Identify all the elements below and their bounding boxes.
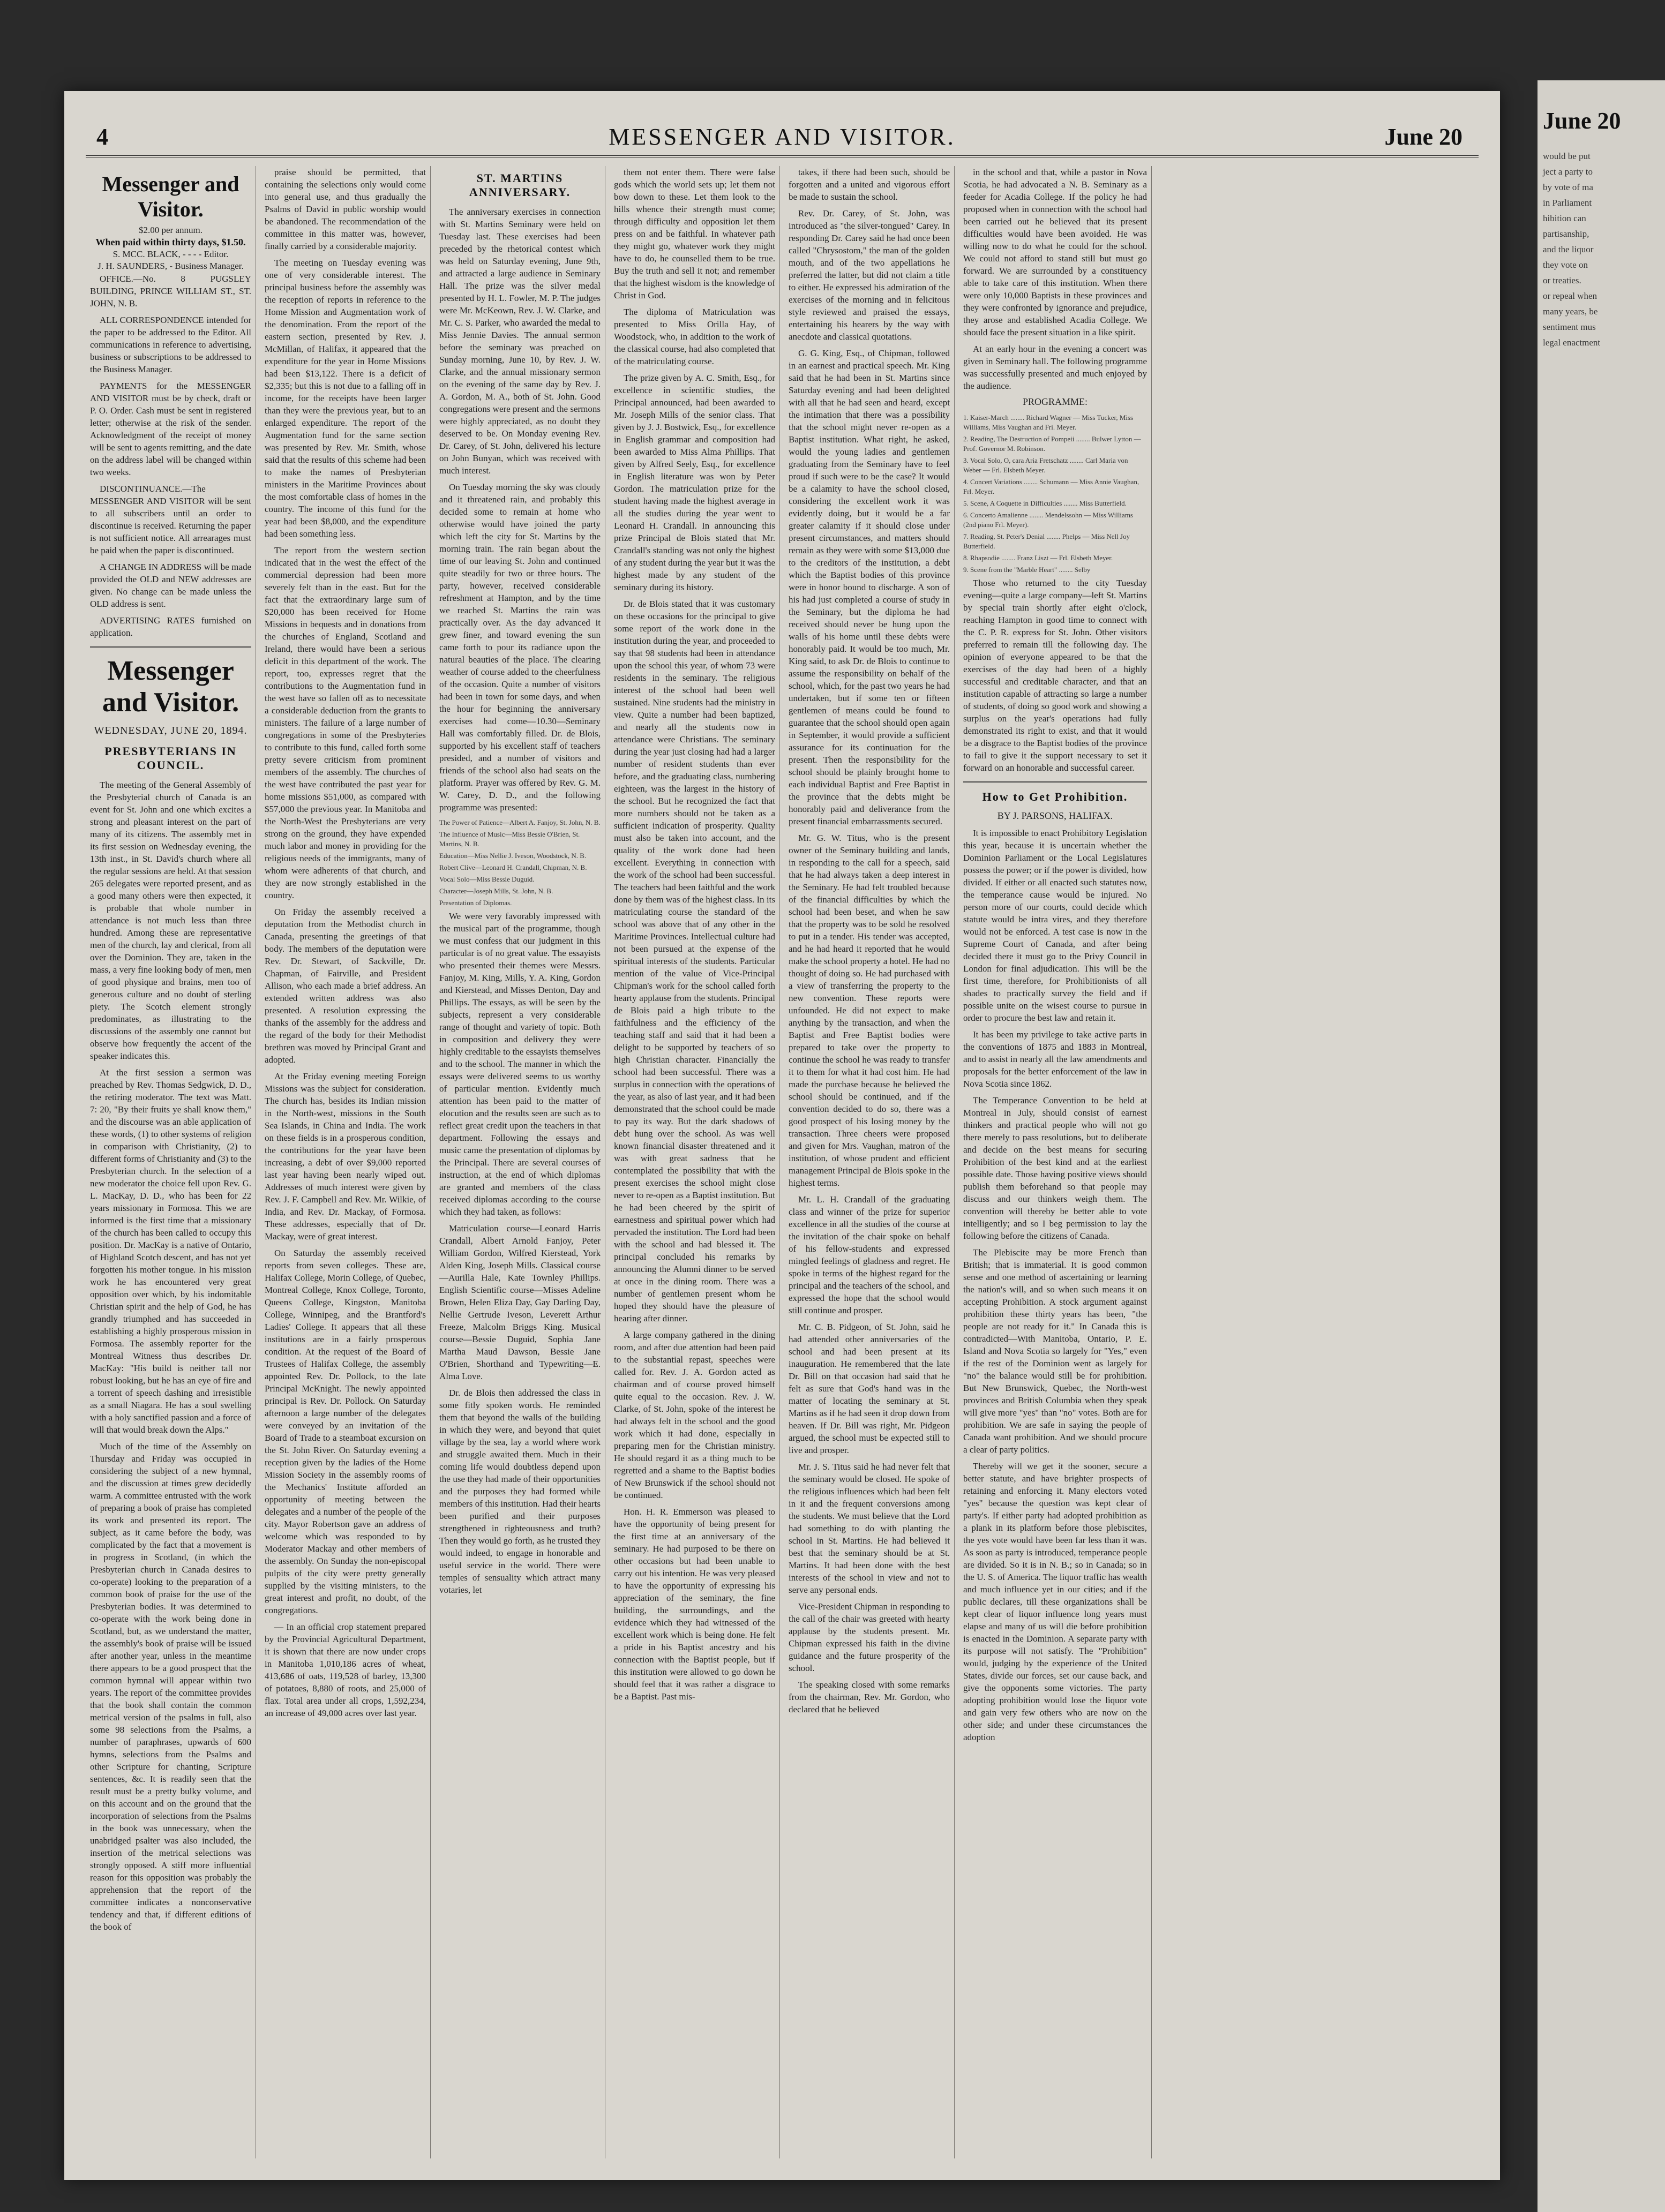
article-paragraph: A large company gathered in the dining room, and after due attention had been paid to the substantial repast, speeches were called for. Rev. J. A. Gordon acted as chairman and of course proved himself quite equal to the occasion. Rev. J. W. Clarke, of St. John, spoke of the interest he had always felt in the school and the good work which it had done, especially in preparing men for the Christian ministry. He should regard it as a thing much to be regretted and a shame to the Baptist bodies of New Brunswick if the school should not be continued. — [614, 1330, 775, 1500]
article-paragraph: The Plebiscite may be more French than British; that is immaterial. It is good common sense and one method of ascertaining or learning the nation's will, and so when such means it on accepting Prohibition. A stock argument against prohibition these thirty years has been, "the people are not ready for it." In Canada this is contradicted—With Manitoba, Ontario, P. E. Island and Nova Scotia so largely for "Yes," even if the rest of the Dominion went as largely for "no" the balance would still be for prohibition. But New Brunswick, Quebec, the North-west provinces and British Columbia when they speak will give more "yes" than "no" votes. Both are for prohibition. We are safe in saying the people of Canada want prohibition. And we should procure a clear of party politics. — [963, 1247, 1147, 1455]
article-paragraph: G. G. King, Esq., of Chipman, followed in an earnest and practical speech. Mr. King said that he had been in St. Martins since Saturday evening and had been delighted with all that he had seen and heard, except the intimation that there was a possibility that the school might never re-open as a Baptist institution. What right, he asked, would the young ladies and gentlemen graduating from the Seminary have to feel proud if such were to be the case? It would be a calamity to have the school closed, considering the excellent work it was evidently doing, but it would be a far greater calamity if it should close under present circumstances, and matters should remain as they were with some $13,000 due to the creditors of the institution, a debt which the Baptist bodies of this province were in honor bound to discharge. A son of his had just completed a course of study in the Seminary, but the diploma he had received should never be hung upon the walls of his home until these debts were honorably paid. It would be too much, Mr. King said, to ask Dr. de Blois to continue to assume the responsibility on behalf of the school, which, for the past two years he had undertaken, but if some ten or fifteen gentlemen of means could be found to guarantee that the school should open again in September, it would provide a sufficient assurance for its continuation for the present. Then the responsibility for the school should be plainly brought home to each individual Baptist and Free Baptist in the province that the debts might be honorably paid and deliverance from the present financial embarrassments secured. — [789, 348, 950, 826]
text-line: by vote of ma — [1543, 182, 1593, 192]
programme-item: 1. Kaiser-March ........ Richard Wagner — Miss Tucker, Miss Williams, Miss Vaughan and Fri. Meyer. — [963, 413, 1134, 431]
article-paragraph: The meeting of the General Assembly of the Presbyterial church of Canada is an event for St. John and one which excites a strong and pleasant interest on the part of many of its citizens. The assembly met in its first session on Wednesday evening, the 13th inst., in St. David's church where all the regular sessions are held. At that session 265 delegates were reported present, and as a good many others were then expected, it is probable that whole number in attendance is not much less than three hundred. Among these are representative men of the church, lay and clerical, from all over the Dominion. They are, taken in the mass, a very fine looking body of men, men of good physique and brains, men too of generous culture and no doubt of sterling piety. The Scotch element strongly predominates, as illustrating to the discussions of the assembly one cannot but observe how frequently the accent of the speaker indicates this. — [90, 780, 251, 1061]
article-paragraph: On Friday the assembly received a deputation from the Methodist church in Canada, presenting the greetings of that body. The members of the deputation were Rev. Dr. Stewart, of Sackville, Dr. Chapman, of Fairville, and President Allison, who each made a brief address. An extended written address was also presented. A resolution expressing the thanks of the assembly for the address and the regard of the body for their Methodist brethren was moved by Principal Grant and adopted. — [265, 907, 426, 1065]
editor-line: S. MCC. BLACK, - - - - Editor. — [112, 249, 229, 259]
programme-item: The Power of Patience—Albert A. Fanjoy, St. John, N. B. — [439, 818, 601, 826]
article-paragraph: Dr. de Blois then addressed the class in some fitly spoken words. He reminded them that beyond the walls of the building in which they were, and beyond that quiet village by the sea, lay a world where work and struggle awaited them. Much in their coming life would doubtless depend upon the use they had made of their opportunities and the purposes they had formed while members of this institution. Had their hearts been purified and their purposes strengthened in righteousness and truth? Then they would go forth, as he trusted they would indeed, to engage in honorable and useful service in the world. There were temples of sensuality which attract many votaries, let — [439, 1388, 601, 1595]
article-paragraph: Vice-President Chipman in responding to the call of the chair was greeted with hearty applause by the students present. Mr. Chipman expressed his faith in the divine guidance and the future prosperity of the school. — [789, 1601, 950, 1673]
article-paragraph: Thereby will we get it the sooner, secure a better statute, and have brighter prospects of retaining and enforcing it. Many electors voted "yes" because the question was kept clear of party's. If either party had adopted prohibition as a plank in its platform before those plebiscites, the yes vote would have been far less than it was. As soon as party is introduced, temperance people are divided. So it is in N. B.; so in Canada; so in the U. S. of America. The liquor traffic has wealth and much influence yet in our cities; and if the public declares, till these organizations shall be kept clear of liquor influence long years must elapse and many of us will die before prohibition is enacted in the Dominion. A separate party with its purpose will not satisfy. The "Prohibition" would, judging by the experience of the United States, divide our forces, set our cause back, and give the opponents some victories. The party adopting prohibition would lose the liquor vote and gain very few others who are now on the other side; and under these circumstances the adoption — [963, 1461, 1147, 1742]
text-line: or treaties. — [1543, 275, 1581, 285]
office-address: OFFICE.—No. 8 PUGSLEY BUILDING, PRINCE WILLIAM ST., ST. JOHN, N. B. — [90, 274, 251, 309]
columns — [86, 166, 1479, 2158]
subscription-note: When paid within thirty days, $1.50. — [95, 237, 246, 247]
notice: A CHANGE IN ADDRESS will be made provided the OLD and NEW addresses are given. No change can be made unless the OLD address is sent. — [90, 562, 251, 609]
programme-item: 6. Concerto Amalienne ........ Mendelssohn — Miss Williams (2nd piano Frl. Meyer). — [963, 511, 1133, 529]
adjacent-page-date: June 20 — [1543, 108, 1621, 134]
notice: DISCONTINUANCE.—The MESSENGER AND VISITOR will be sent to all subscribers until an order to discontinue is received. Returning the paper is not sufficient notice. All arrearages must be paid when the paper is discontinued. — [90, 484, 251, 555]
text-line: or repeal when — [1543, 291, 1598, 301]
column-1 — [86, 166, 256, 2158]
programme-item: 4. Concert Variations ........ Schumann — Miss Annie Vaughan, Frl. Meyer. — [963, 478, 1139, 495]
programme-item: The Influence of Music—Miss Bessie O'Brien, St. Martins, N. B. — [439, 830, 580, 848]
article-paragraph: The diploma of Matriculation was presented to Miss Orilla Hay, of Woodstock, who, in addition to the work of the classical course, had also completed that of the matriculating course. — [614, 307, 775, 366]
text-line: hibition can — [1543, 213, 1586, 223]
article-paragraph: The Temperance Convention to be held at Montreal in July, should consist of earnest thinkers and practical people who will not go there merely to pass resolutions, but to deliberate and decide on the best means for securing Prohibition of the best kind and at the earliest possible date. Those having positive views should publish them beforehand so that people may discuss and our thinkers weigh them. The convention will thereby be better able to vote intelligently; and so I beg permission to lay the following before the citizens of Canada. — [963, 1095, 1147, 1241]
text-line: ject a party to — [1543, 167, 1593, 177]
article-paragraph: takes, if there had been such, should be forgotten and a united and vigorous effort be made to sustain the school. — [789, 167, 950, 202]
programme-item: Vocal Solo—Miss Bessie Duguid. — [439, 875, 535, 883]
divider — [90, 646, 251, 648]
text-line: they vote on — [1543, 260, 1588, 270]
masthead-date: June 20 — [1384, 124, 1462, 150]
newspaper-page — [64, 91, 1500, 2180]
programme-item: Presentation of Diplomas. — [439, 899, 512, 907]
programme-heading: PROGRAMME: — [1022, 396, 1088, 407]
manager-line: J. H. SAUNDERS, - Business Manager. — [98, 261, 244, 271]
subscription-price: $2.00 per annum. — [139, 225, 202, 235]
text-line: partisanship, — [1543, 229, 1589, 239]
text-line: legal enactment — [1543, 337, 1601, 348]
column-3 — [435, 166, 605, 2158]
programme-item: Robert Clive—Leonard H. Crandall, Chipman, N. B. — [439, 863, 587, 871]
article-paragraph: Mr. L. H. Crandall of the graduating class and winner of the prize for superior excellence in all the studies of the course at the invitation of the chair spoke on behalf of his fellow-students and expressed mingled feelings of gladness and regret. He spoke in terms of the highest regard for the principal and the teachers of the school, and expressed the hope that the school would still continue and prosper. — [789, 1194, 950, 1315]
article-paragraph: Mr. J. S. Titus said he had never felt that the seminary would be closed. He spoke of the religious influences which had been felt in it and the frequent conversions among the students. We must believe that the Lord had something to do with planting the school in St. Martins. He had believed it best that the seminary should be at St. Martins. It had been done with the best interests of the school in view and not to serve any personal ends. — [789, 1462, 950, 1595]
article-paragraph: We were very favorably impressed with the musical part of the programme, though we must confess that our judgment in this particular is of no great value. The essayists who presented their themes were Messrs. Fanjoy, M. King, Mills, Y. A. King, Gordon and Kierstead, and Misses Denton, Day and Phillips. The essays, as will be seen by the subjects, represent a very considerable range of thought and variety of topic. Both in composition and delivery they were highly creditable to the essayists themselves and to the school. The manner in which the essays were delivered seems to us worthy of particular mention. Evidently much attention has been paid to the matter of elocution and the results seen are such as to reflect great credit upon the teachers in that department. Following the essays and music came the presentation of diplomas by the Principal. There are several courses of instruction, at the end of which diplomas are granted and members of the class received diplomas according to the course which they had taken, as follows: — [439, 911, 601, 1217]
programme-item: 2. Reading, The Destruction of Pompeii ........ Bulwer Lytton — Prof. Governor M. Robinson. — [963, 435, 1141, 453]
article-paragraph: in the school and that, while a pastor in Nova Scotia, he had advocated a N. B. Seminary as a feeder for Acadia College. If the policy he had proposed when in connection with the school had been carried out he believed that its present difficulties would have been avoided. He was willing now to do what he could for the school. We could not afford to stand still but must go forward. We are surrounded by a constituency able to take care of this institution. When there were only 10,000 Baptists in these provinces and they were confronted by ignorance and prejudice, they arose and established Acadia College. We should face the present situation in a like spirit. — [963, 167, 1147, 337]
article-paragraph: Dr. de Blois stated that it was customary on these occasions for the principal to give some report of the work done in the institution during the year, and proceeded to say that 98 students had been in attendance upon the school this year, of whom 73 were residents in the seminary. The religious interest of the school had been well sustained. Nine students had the ministry in view. Quite a number had been baptized, and nearly all the students now in attendance were Christians. The seminary during the year just closing had had a larger number of resident students than ever before, and the graduating class, numbering eighteen, was the largest in the history of the school. But he recognized the fact that more numbers should not be taken as a sufficient indication of prosperity. Quality must also be taken into account, and the quality of the work done had been excellent. Everything in connection with the work of the school had been successful. The teachers had been faithful and the work done by them was of the highest class. In its matriculating course the standard of the school was above that of any other in the Maritime Provinces. Intellectual culture had not been pursued at the expense of the spiritual interests of the students. Particular mention of the value of Vice-Principal Chipman's work for the school called forth hearty applause from the students. Principal de Blois paid a high tribute to the faithfulness and the efficiency of the teaching staff and said that it had been a delight to be supported by teachers of so high Christian character. Financially the school had been successful. There was a surplus in connection with the operations of the year, as also of last year, and it had been demonstrated that the school could be made to pay its way. But the dark shadows of debt hung over the school. As was well known financial disaster threatened and it was with great sadness that he contemplated the possibility that with the present exercises the school might close never to re-open as a Baptist institution. But he had been cheered by the spirit of earnestness and spiritual power which had pervaded the institution. The Lord had been with the school and had blessed it. The principal concluded his remarks by announcing the Alumni dinner to be served at once in the dining room. There was a number of gentlemen present whom he hoped they should have the pleasure of hearing after dinner. — [614, 599, 775, 1323]
article-paragraph: Rev. Dr. Carey, of St. John, was introduced as "the silver-tongued" Carey. In responding Dr. Carey said he had once been called "Chrysostom," the man of the golden mouth, and of the two appellations he preferred the latter, but did not claim a title to either. He expressed his admiration of the exercises of the morning and in felicitous style reviewed and praised the essays, entertaining his hearers by the way with anecdote and classical quotations. — [789, 208, 950, 342]
article-paragraph: Those who returned to the city Tuesday evening—quite a large company—left St. Martins by special train shortly after eight o'clock, reaching Hampton in good time to connect with the C. P. R. express for St. John. Other visitors preferred to remain till the following day. The opinion of everyone appeared to be that the exercises of the day had been of a highly successful and creditable character, and that an institution capable of attracting so large a number of students, of doing so good work and showing a surplus on the year's operations had fully demonstrated its right to exist, and that it would be a disgrace to the Baptist bodies of the province to fail to give it the support necessary to set it forward on an honorable and successful career. — [963, 578, 1147, 773]
article-paragraph: The anniversary exercises in connection with St. Martins Seminary were held on Tuesday last. These exercises had been preceded by the rhetorical contest which was held on Saturday evening, June 9th, and attracted a large audience in Seminary Hall. The prize was the silver medal presented by H. L. Fowler, M. P. The judges were Mr. McKeown, Rev. J. W. Clarke, and Mr. C. S. Parker, who awarded the medal to Miss Jennie Davies. The annual sermon before the seminary was preached on Sunday morning, June 10, by Rev. J. W. Clarke, and the annual missionary sermon on the evening of the same day by Rev. J. A. Gordon, M. A., both of St. John. Good congregations were present and the sermons were highly appreciated, as no doubt they deserved to be. On Monday evening Rev. Dr. Carey, of St. John, delivered his lecture on John Bunyan, which was received with much interest. — [439, 207, 601, 476]
adjacent-page — [1538, 80, 1665, 2212]
programme-item: Education—Miss Nellie J. Iveson, Woodstock, N. B. — [439, 852, 587, 860]
masthead — [86, 123, 1479, 157]
text-line: in Parliament — [1543, 198, 1592, 208]
programme-item: 3. Vocal Solo, O, cara Aria Fretschatz ........ Carl Maria von Weber — Frl. Elsbeth Meyer. — [963, 456, 1128, 474]
article-heading: PRESBYTERIANS IN COUNCIL. — [104, 744, 237, 772]
column-5 — [784, 166, 955, 2158]
article-heading: ST. MARTINS ANNIVERSARY. — [469, 171, 571, 199]
article-paragraph: The prize given by A. C. Smith, Esq., for excellence in scientific studies, the Principal announced, had been awarded to Mr. Joseph Mills of the senior class. That given by J. J. Bostwick, Esq., for excellence in English grammar and composition had been awarded to Miss Alma Phillips. That given by Alfred Seely, Esq., for excellence in English literature was won by Peter Gordon. The matriculation prize for the student having made the highest average in all the studies during the year went to Leonard H. Crandall. In announcing this prize Principal de Blois stated that Mr. Crandall's standing was not only the highest of any student during the year but it was the highest made by any student of the seminary during its history. — [614, 373, 775, 592]
article-paragraph: praise should be permitted, that containing the selections only would come into general use, and thus gradually the Psalms of David in public worship would be abandoned. The recommendation of the committee in this matter was, however, finally carried by a considerable majority. — [265, 167, 426, 251]
article-paragraph: Much of the time of the Assembly on Thursday and Friday was occupied in considering the subject of a new hymnal, and the discussion at times grew decidedly warm. A committee entrusted with the work of preparing a book of praise has completed its work and presented its report. The subject, as it came before the body, was complicated by the fact that a movement is in progress in Scotland, (in which the Presbyterian church in Canada desires to co-operate) looking to the preparation of a common book of praise for the use of the Presbyterian bodies. It was determined to co-operate with the work being done in Scotland, but, as we understand the matter, the assembly's book of praise will be issued after another year, unless in the meantime there appears to be a good prospect that the common hymnal will appear within two years. The report of the committee provides that the book shall contain the common metrical version of the psalms in full, also some 98 selections from the Psalms, a number of paraphrases, upwards of 600 hymns, selections from the Psalms and other Scripture for chanting, Scripture sentences, &c. It is readily seen that the result must be a pretty bulky volume, and on this account and on the ground that the incorporation of selections from the Psalms in the book was unnecessary, when the unabridged psalter was also included, the insertion of the metrical selections was strongly opposed. A stiff more influential reason for this opposition was probably the apprehension that the report of the committee indicates a nonconservative tendency and that, if different editions of the book of — [90, 1441, 251, 1932]
adjacent-page-text — [1543, 150, 1661, 352]
diploma-list: Matriculation course—Leonard Harris Crandall, Albert Arnold Fanjoy, Peter William Gordon, Wilfred Kierstead, York Alden King, Joseph Mills. Classical course—Aurilla Hale, Kate Townley Phillips. English Scientific course—Misses Adeline Brown, Helen Eliza Day, Gay Darling Day, Nellie Gertrude Iveson, Leverett Arthur Freeze, Malcolm Briggs King. Musical course—Bessie Duguid, Sophia Jane Martha Maud Dawson, Bessie Jane O'Brien, Shorthand and Typewriting—E. Alma Love. — [439, 1223, 601, 1381]
text-line: many years, be — [1543, 306, 1598, 317]
article-paragraph: them not enter them. There were false gods which the world sets up; let them not bow down to these. Let them look to the hills whence their strength must come; through difficulty and opposition let them press on and be faithful. In whatever path they might go, whatever work they might have to do, he counselled them to be true. Buy the truth and sell it not; and remember that the highest wisdom is the knowledge of Christ in God. — [614, 167, 775, 300]
article-paragraph: On Saturday the assembly received reports from seven colleges. These are, Halifax College, Morin College, of Quebec, Montreal College, Knox College, Toronto, Queens College, Kingston, Manitoba College, Winnipeg, and the Brantford's Ladies' College. It appears that all these institutions are in a fairly prosperous condition. At the request of the Board of Trustees of Halifax College, the assembly appointed Rev. Dr. Pollock, to the late Principal McKnight. The newly appointed principal is Rev. Dr. Pollock. On Saturday afternoon a large number of the delegates were conveyed by an invitation of the Board of Trade to a steamboat excursion on the St. John River. On Saturday evening a reception given by the ladies of the Home Mission Society in the assembly rooms of the Mechanics' Institute afforded an opportunity of meeting between the delegates and a number of the people of the city. Mayor Robertson gave an address of welcome which was responded to by Moderator Mackay and other members of the assembly. On Sunday the non-episcopal pulpits of the city were pretty generally supplied by the visiting ministers, to the great interest and profit, no doubt, of the congregations. — [265, 1248, 426, 1615]
text-line: and the liquor — [1543, 244, 1594, 254]
notice: ADVERTISING RATES furnished on application. — [90, 615, 251, 638]
article-byline: BY J. PARSONS, HALIFAX. — [997, 810, 1113, 821]
article-heading: How to Get Prohibition. — [982, 790, 1128, 803]
article-paragraph: Mr. G. W. Titus, who is the present owner of the Seminary building and lands, in responding to the call for a speech, said that he had always taken a deep interest in the Seminary. He had felt troubled because of the financial difficulties by which the school had been beset, and when he saw that the property was to be sold he resolved to put in a tender. His tender was accepted, and he had heard it reported that he would make the school property a hotel. He had no thought of doing so. He had purchased with a view of transferring the property to the new convention. These reports were unfounded. He did not expect to make anything by the transaction, and when the Baptist and Free Baptist bodies were prepared to take over the property to continue the school he was ready to transfer it to them for what it had cost him. He had made the purchase because he believed the school should be continued, and if the convention decided to do so, there was a good prospect of his losing money by the transaction. Three cheers were proposed and given for Mrs. Vaughan, matron of the institution, of whose prudent and efficient management Principal de Blois spoke in the highest terms. — [789, 833, 950, 1188]
article-paragraph: — In an official crop statement prepared by the Provincial Agricultural Department, it is shown that there are now under crops in Manitoba 1,010,186 acres of wheat, 413,686 of oats, 119,528 of barley, 13,300 of potatoes, 8,880 of roots, and 25,000 of flax. Total area under all crops, 1,592,234, an increase of 49,000 acres over last year. — [265, 1622, 426, 1718]
article-paragraph: At an early hour in the evening a concert was given in Seminary hall. The following programme was successfully presented and much enjoyed by the audience. — [963, 344, 1147, 391]
article-paragraph: It has been my privilege to take active parts in the conventions of 1875 and 1883 in Montreal, and to assist in nearly all the law amendments and proposals for the better enforcement of the law in Nova Scotia since 1862. — [963, 1029, 1147, 1089]
paper-banner: Messenger and Visitor. — [102, 656, 239, 718]
programme-item: 8. Rhapsodie ........ Franz Liszt — Frl. Elsbeth Meyer. — [963, 554, 1113, 562]
divider — [963, 781, 1147, 783]
programme-item: 9. Scene from the "Marble Heart" ........ Selby — [963, 566, 1091, 574]
paper-title: Messenger and Visitor. — [102, 172, 239, 221]
page-number: 4 — [96, 124, 108, 150]
article-paragraph: The report from the western section indicated that in the west the effect of the commercial depression had been more severely felt than in the east. But for the fact that the extraordinary large sum of $20,000 has been received for Home Missions in bequests and in donations from the churches of England, Scotland and Ireland, there would have been a serious deficit in this department of the work. The report, too, expresses regret that the contributions to the Augmentation fund in the west have so fallen off as to necessitate a considerable deduction from the grants to ministers. The failure of a large number of congregations in some of the Presbyteries to contribute to this fund, called forth some pretty severe criticism from prominent members of the assembly. The churches of the west have contributed the past year for home missions $51,000, as compared with $57,000 the previous year. In Manitoba and the North-West the Presbyterians are very strong on the ground, they have expended much labor and money in providing for the religious needs of the immigrants, many of whom were adherents of that church, and they are now strongly established in the country. — [265, 545, 426, 900]
programme-item: Character—Joseph Mills, St. John, N. B. — [439, 887, 553, 895]
article-paragraph: The speaking closed with some remarks from the chairman, Rev. Mr. Gordon, who declared that he believed — [789, 1680, 950, 1714]
notice: ALL CORRESPONDENCE intended for the paper to be addressed to the Editor. All communications in reference to advertising, business or subscriptions to be addressed to the Business Manager. — [90, 315, 251, 374]
notice: PAYMENTS for the MESSENGER AND VISITOR must be by check, draft or P. O. Order. Cash must be sent in registered letter; otherwise at the risk of the sender. Acknowledgment of the receipt of money will be sent to agents remitting, and the date on the address label will be changed within two weeks. — [90, 381, 251, 477]
issue-date: WEDNESDAY, JUNE 20, 1894. — [94, 725, 248, 736]
programme-item: 7. Reading, St. Peter's Denial ........ Phelps — Miss Nell Joy Butterfield. — [963, 532, 1130, 550]
article-paragraph: The meeting on Tuesday evening was one of very considerable interest. The principal business before the assembly was the reception of reports in reference to the Home Mission and Augmentation work of the denomination. From the report of the eastern section, presented by Rev. J. McMillan, of Halifax, it appeared that the expenditure for the year in Home Missions had been $13,122. There is a deficit of $2,335; but this is not due to a falling off in income, for the receipts have been larger than they were the previous year, but to an enlarged expenditure. The report of the Augmentation fund for the same section was presented by Rev. Mr. Smith, whose said that the results of this scheme had been to make the names of Presbyterian ministers in the Maritime Provinces about the most comfortable class of homes in the country. The income of this fund for the year had been $8,000, and the expenditure had been something less. — [265, 258, 426, 539]
programme-item: 5. Scene, A Coquette in Difficulties ........ Miss Butterfield. — [963, 499, 1127, 507]
text-line: would be put — [1543, 151, 1591, 161]
column-6 — [959, 166, 1152, 2158]
article-paragraph: It is impossible to enact Prohibitory Legislation this year, because it is uncertain whether the Dominion Parliament or the Local Legislatures possess the power; or if the power is divided, how divided. If either or all enacted such statutes now, the temperance cause would be injured. No person more of our courts, could decide which statute would be intra vires, and they therefore would not be enforced. A test case is now in the Supreme Court of Canada, and after being decided there it must go to the Privy Council in London for final adjudication. This will be the first time, therefore, for Prohibitionists of all shades to practically survey the field and if possible unite on the wisest course to pursue in order to procure the best law and retain it. — [963, 828, 1147, 1023]
article-paragraph: At the Friday evening meeting Foreign Missions was the subject for consideration. The church has, besides its Indian mission in the North-west, missions in the South Sea Islands, in China and India. The work on these fields is in a prosperous condition, the contributions for the year have been increasing, a debt of over $9,000 reported last year having been nearly wiped out. Addresses of much interest were given by Rev. J. F. Campbell and Rev. Mr. Wilkie, of India, and Rev. Dr. Mackay, of Formosa. These addresses, especially that of Dr. Mackay, were of great interest. — [265, 1071, 426, 1242]
column-4 — [610, 166, 780, 2158]
paper-masthead-title: MESSENGER AND VISITOR. — [609, 124, 956, 150]
article-paragraph: Hon. H. R. Emmerson was pleased to have the opportunity of being present for the first time at an anniversary of the seminary. He had purposed to be there on other occasions but had been unable to carry out his intention. He was very pleased to have the opportunity of expressing his appreciation of the seminary, the fine building, the surroundings, and the evidence which they had witnessed of the excellent work which is being done. He felt a pride in his Baptist ancestry and his connection with the Baptist people, but if this institution were allowed to go down he should feel that it was rather a disgrace to be a Baptist. Past mis- — [614, 1507, 775, 1702]
article-paragraph: At the first session a sermon was preached by Rev. Thomas Sedgwick, D. D., the retiring moderator. The text was Matt. 7: 20, "By their fruits ye shall know them," and the discourse was an able application of these words, (1) to other systems of religion in comparison with Christianity, (2) to different forms of Christianity and (3) to the Presbyterian church. In the selection of a new moderator the choice fell upon Rev. G. L. MacKay, D. D., who has been for 22 years missionary in Formosa. This we are informed is the first time that a missionary of the church has been called to occupy this position. Dr. MacKay is a native of Ontario, of Highland Scotch descent, and has not yet forgotten his mother tongue. In his mission work he has encountered very great opposition over which, by his indomitable Christian spirit and the help of God, he has grandly triumphed and has succeeded in establishing a highly prosperous mission in Formosa. The assembly reporter for the Montreal Witness thus describes Dr. MacKay: "His build is neither tall nor robust looking, but he has an eye of fire and a torrent of speech dashing and irresistible as a small Niagara. He has a soul swelling with a holy sanctified passion and a force of will that would break down the Alps." — [90, 1067, 251, 1435]
article-paragraph: On Tuesday morning the sky was cloudy and it threatened rain, and probably this decided some to remain at home who otherwise would have joined the party which left the city for St. Martins by the morning train. The rain began about the time of our leaving St. John and continued quite steadily for two or three hours. The party, however, received considerable refreshment at Hampton, and by the time we reached St. Martins the rain was practically over. As the day advanced it grew finer, and toward evening the sun came forth to pour its radiance upon the natural beauties of the place. The clearing weather of course added to the cheerfulness of the occasion. Quite a number of visitors had been in town for some days, and when the hour for beginning the anniversary exercises had come—10.30—Seminary Hall was comfortably filled. Dr. de Blois, supported by his excellent staff of teachers presided, and a number of visitors and friends of the school also had seats on the platform. Prayer was offered by Rev. G. M. W. Carey, D. D., and the following programme was presented: — [439, 482, 601, 812]
article-paragraph: Mr. C. B. Pidgeon, of St. John, said he had attended other anniversaries of the school and had been present at its inauguration. He remembered that the late Dr. Bill on that occasion had said that he felt as sure that God's hand was in the matter of locating the seminary at St. Martins as if he had seen it drop down from heaven. If Dr. Bill was right, Mr. Pidgeon argued, the school must be expected still to live and prosper. — [789, 1322, 950, 1455]
text-line: sentiment mus — [1543, 322, 1596, 332]
column-2 — [260, 166, 431, 2158]
